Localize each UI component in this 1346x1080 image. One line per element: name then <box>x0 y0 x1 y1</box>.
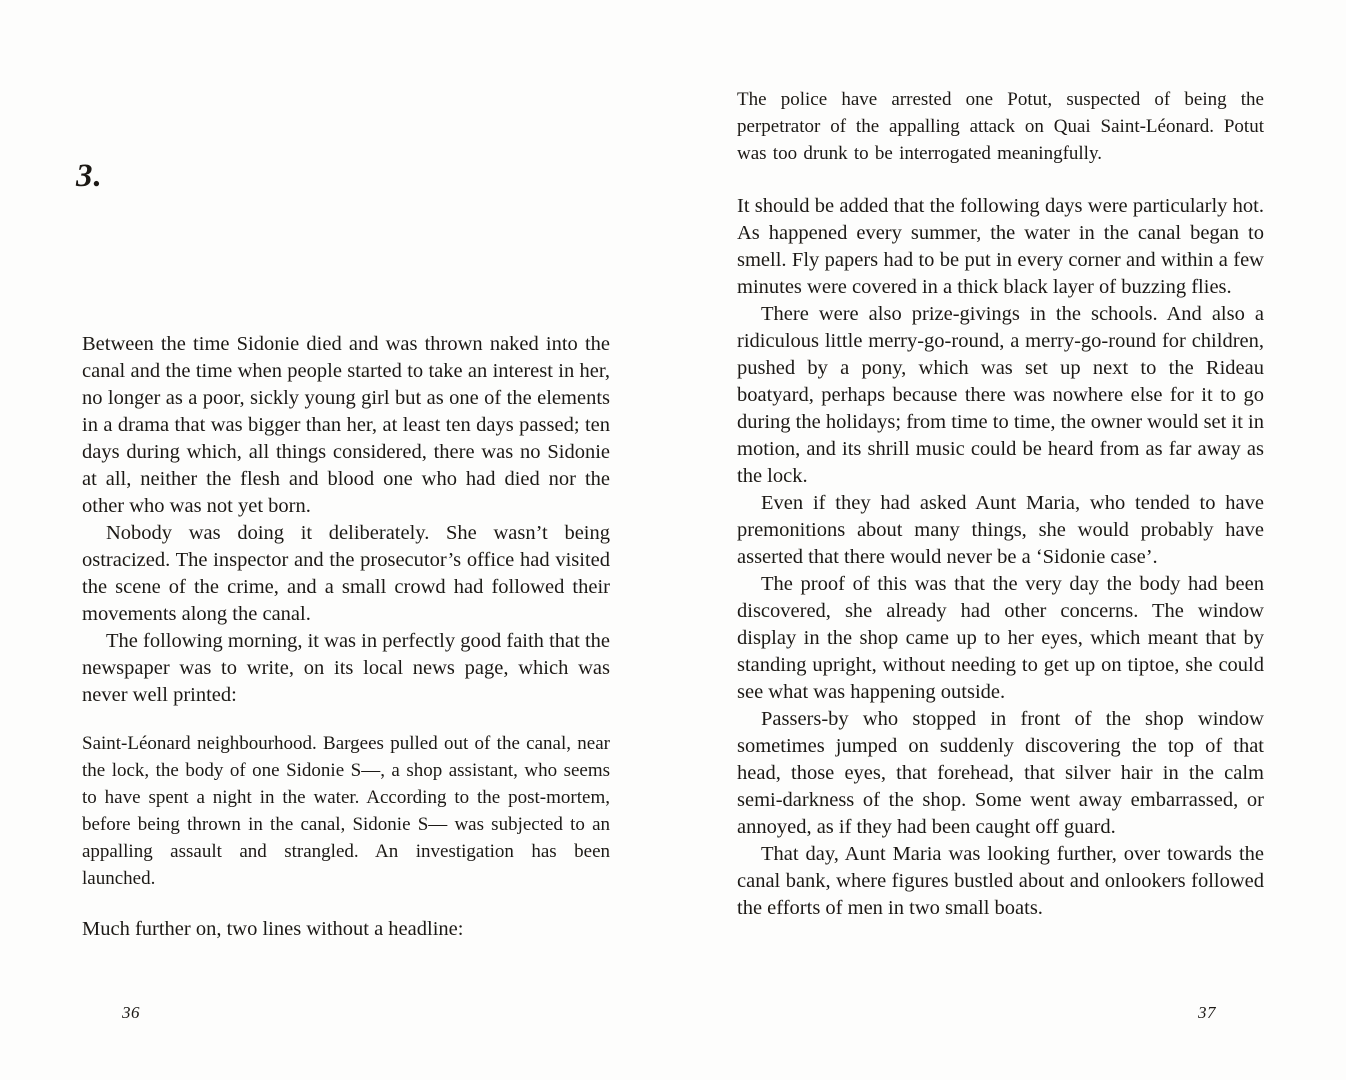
paragraph: There were also prize-givings in the schools. And also a ridiculous little merry-go-round, a merry-go-round for children, pushed by a pony, which was set up next to the Rideau boatyard, perhaps because there was nowhere else for it to go during the holidays; from time to time, the owner would set it in motion, and its shrill music could be heard from as far away as the lock. <box>737 303 1264 487</box>
paragraph: Between the time Sidonie died and was thrown naked into the canal and the time when people started to take an interest in her, no longer as a poor, sickly young girl but as one of the elements in a drama that was bigger than her, at least ten days passed; ten days during which, all things considered, there was no Sidonie at all, neither the flesh and blood one who had died nor the other who was not yet born. <box>82 333 610 517</box>
paragraph: That day, Aunt Maria was looking further, over towards the canal bank, where figures bustled about and onlookers followed the efforts of men in two small boats. <box>737 843 1264 919</box>
left-page-text-column <box>82 331 610 943</box>
paragraph: Even if they had asked Aunt Maria, who tended to have premonitions about many things, she would probably have asserted that there would never be a ‘Sidonie case’. <box>737 492 1264 568</box>
paragraph: It should be added that the following days were particularly hot. As happened every summer, the water in the canal began to smell. Fly papers had to be put in every corner and within a few minutes were covered in a thick black layer of buzzing flies. <box>737 195 1264 298</box>
newspaper-excerpt: Saint-Léonard neighbourhood. Bargees pulled out of the canal, near the lock, the body of one Sidonie S—, a shop assistant, who seems to have spent a night in the water. According to the post-mortem, before being thrown in the canal, Sidonie S— was subjected to an appalling assault and strangled. An investigation has been launched. <box>82 733 610 889</box>
paragraph: Nobody was doing it deliberately. She wasn’t being ostracized. The inspector and the prosecutor’s office had visited the scene of the crime, and a small crowd had followed their movements along the canal. <box>82 522 610 625</box>
paragraph: Passers-by who stopped in front of the shop window sometimes jumped on suddenly discovering the top of that head, those eyes, that forehead, that silver hair in the calm semi-darkness of the shop. Some went away embarrassed, or annoyed, as if they had been caught off guard. <box>737 708 1264 838</box>
page-number-right: 37 <box>1198 1003 1216 1022</box>
paragraph: The following morning, it was in perfectly good faith that the newspaper was to write, on its local news page, which was never well printed: <box>82 630 610 706</box>
closing-line: Much further on, two lines without a headline: <box>82 918 464 940</box>
paragraph: The proof of this was that the very day the body had been discovered, she already had other concerns. The window display in the shop came up to her eyes, which meant that by standing upright, without needing to get up on tiptoe, she could see what was happening outside. <box>737 573 1264 703</box>
newspaper-excerpt: The police have arrested one Potut, suspected of being the perpetrator of the appalling attack on Quai Saint-Léonard. Potut was too drunk to be interrogated meaningfully. <box>737 89 1264 164</box>
chapter-number: 3. <box>76 158 103 194</box>
page-number-left: 36 <box>122 1003 140 1022</box>
right-page-text-column <box>737 86 1264 922</box>
